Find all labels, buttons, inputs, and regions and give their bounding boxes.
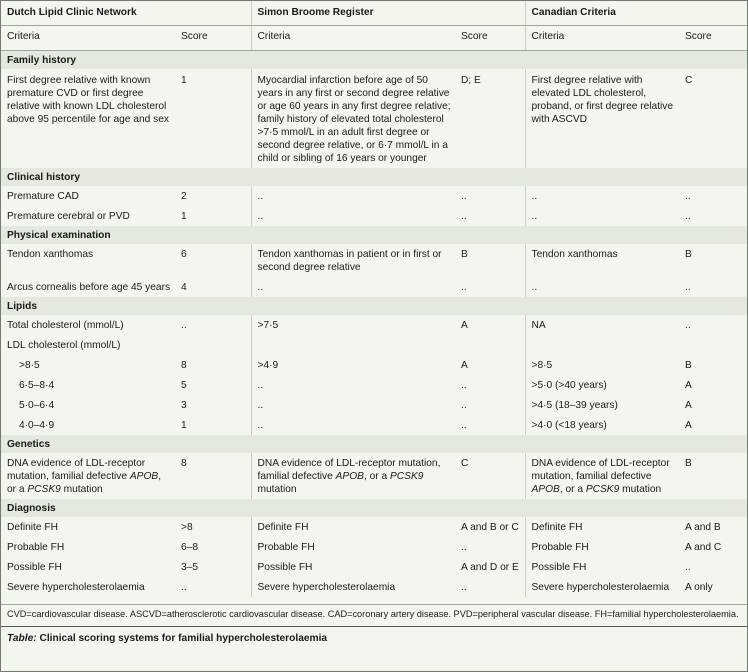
table-cell: Possible FH bbox=[525, 557, 679, 577]
table-cell: Tendon xanthomas bbox=[7, 249, 94, 260]
table-cell: C bbox=[461, 458, 469, 469]
table-cell: .. bbox=[181, 320, 187, 331]
section-title: Lipids bbox=[1, 297, 747, 315]
genetics-text: , or a bbox=[559, 484, 586, 495]
table-cell: .. bbox=[251, 206, 455, 226]
canadian-header: Canadian Criteria bbox=[525, 1, 747, 26]
table-cell: LDL cholesterol (mmol/L) bbox=[7, 340, 121, 351]
table-cell: .. bbox=[525, 186, 679, 206]
section-header bbox=[1, 51, 747, 70]
table-row bbox=[1, 315, 747, 335]
gene-apob: APOB bbox=[335, 471, 364, 482]
table-cell: .. bbox=[461, 282, 467, 293]
table-cell: B bbox=[685, 360, 692, 371]
genetics-text: mutation bbox=[619, 484, 662, 495]
table-cell: .. bbox=[461, 582, 467, 593]
gene-pcsk9: PCSK9 bbox=[585, 484, 620, 495]
table-cell: .. bbox=[685, 191, 691, 202]
table-cell bbox=[251, 335, 455, 355]
table-cell: Premature cerebral or PVD bbox=[7, 211, 130, 222]
genetics-text: , or a bbox=[363, 471, 390, 482]
table-cell: D; E bbox=[461, 75, 481, 86]
table-cell: 8 bbox=[181, 458, 187, 469]
genetics-text: DNA evidence of LDL-receptor mutation, familial defective bbox=[7, 458, 146, 482]
table-cell: .. bbox=[461, 211, 467, 222]
table-cell: Probable FH bbox=[525, 537, 679, 557]
table-cell: Definite FH bbox=[525, 517, 679, 537]
table-row bbox=[1, 69, 747, 168]
table-cell: 8 bbox=[181, 360, 187, 371]
table-cell: A bbox=[461, 360, 468, 371]
table-cell: 1 bbox=[181, 75, 187, 86]
table-cell: 4 bbox=[181, 282, 187, 293]
system-header-row bbox=[1, 1, 747, 26]
table-cell bbox=[679, 335, 747, 355]
table-cell: C bbox=[685, 75, 693, 86]
table-cell: .. bbox=[251, 277, 455, 297]
table-cell: >4·5 (18–39 years) bbox=[525, 395, 679, 415]
table-row bbox=[1, 577, 747, 597]
genetics-text: DNA evidence of LDL-receptor mutation, familial defective bbox=[531, 458, 670, 482]
table-cell: First degree relative with known premature CVD or first degree relative with known LDL cholesterol above 95 percentile for age and sex bbox=[7, 75, 169, 125]
table-row bbox=[1, 355, 747, 375]
table-cell: Myocardial infarction before age of 50 years in any first or second degree relative or age 60 years in any first degree relative; family history of elevated total cholesterol >7·5 mmol/L in an adult first degree or second degree relative, or 6·7 mmol/L in a child or sibling of 16 years or younger bbox=[251, 69, 455, 168]
table-row bbox=[1, 453, 747, 499]
genetics-text: DNA evidence of LDL-receptor mutation, familial defective bbox=[257, 458, 441, 482]
table-cell: Definite FH bbox=[7, 522, 58, 533]
criteria-col-header: Criteria bbox=[1, 26, 175, 51]
table-cell: >4·9 bbox=[251, 355, 455, 375]
dlcn-header: Dutch Lipid Clinic Network bbox=[1, 1, 251, 26]
table-cell: >7·5 bbox=[251, 315, 455, 335]
fh-scoring-table bbox=[1, 1, 747, 597]
table-cell: A only bbox=[685, 582, 713, 593]
table-cell: Probable FH bbox=[7, 542, 65, 553]
table-cell: .. bbox=[461, 380, 467, 391]
section-title: Genetics bbox=[1, 435, 747, 453]
table-cell: Total cholesterol (mmol/L) bbox=[7, 320, 124, 331]
table-cell: Arcus cornealis before age 45 years bbox=[7, 282, 171, 293]
simon-broome-header: Simon Broome Register bbox=[251, 1, 525, 26]
genetics-text: mutation bbox=[60, 484, 103, 495]
table-cell: 3–5 bbox=[181, 562, 198, 573]
section-header bbox=[1, 435, 747, 453]
table-cell: .. bbox=[525, 277, 679, 297]
table-cell: >5·0 (>40 years) bbox=[525, 375, 679, 395]
table-cell: .. bbox=[251, 415, 455, 435]
table-cell: Severe hypercholesterolaemia bbox=[7, 582, 145, 593]
table-cell: Definite FH bbox=[251, 517, 455, 537]
table-cell: A bbox=[685, 420, 692, 431]
table-cell: B bbox=[685, 458, 692, 469]
section-header bbox=[1, 168, 747, 186]
table-cell bbox=[251, 453, 455, 499]
table-row bbox=[1, 517, 747, 537]
table-cell: Probable FH bbox=[251, 537, 455, 557]
table-cell: NA bbox=[525, 315, 679, 335]
table-cell: 3 bbox=[181, 400, 187, 411]
section-title: Physical examination bbox=[1, 226, 747, 244]
table-cell bbox=[175, 335, 251, 355]
table-cell: .. bbox=[181, 582, 187, 593]
score-col-header: Score bbox=[679, 26, 747, 51]
table-cell: 6 bbox=[181, 249, 187, 260]
table-cell: 5 bbox=[181, 380, 187, 391]
table-cell: Possible FH bbox=[7, 562, 62, 573]
table-cell: .. bbox=[685, 282, 691, 293]
footnote: CVD=cardiovascular disease. ASCVD=atherosclerotic cardiovascular disease. CAD=coronary artery disease. PVD=peripheral vascular disease. FH=familial hypercholesterolaemia. bbox=[1, 604, 747, 626]
table-cell: A and D or E bbox=[461, 562, 519, 573]
table-row bbox=[1, 375, 747, 395]
table-cell: .. bbox=[525, 206, 679, 226]
table-cell: Tendon xanthomas in patient or in first or second degree relative bbox=[251, 244, 455, 277]
table-cell: Possible FH bbox=[251, 557, 455, 577]
section-header bbox=[1, 297, 747, 315]
section-header bbox=[1, 226, 747, 244]
table-row bbox=[1, 186, 747, 206]
table-cell: 1 bbox=[181, 211, 187, 222]
table-cell: >8·5 bbox=[525, 355, 679, 375]
table-cell: Tendon xanthomas bbox=[525, 244, 679, 277]
genetics-text: , or a bbox=[7, 471, 162, 495]
table-cell: .. bbox=[461, 420, 467, 431]
table-row bbox=[1, 335, 747, 355]
table-cell: A bbox=[685, 400, 692, 411]
section-title: Family history bbox=[1, 51, 747, 70]
gene-pcsk9: PCSK9 bbox=[390, 471, 424, 482]
table-cell: First degree relative with elevated LDL cholesterol, proband, or first degree relative with ASCVD bbox=[525, 69, 679, 168]
table-cell: A and B or C bbox=[461, 522, 519, 533]
table-cell: >8 bbox=[181, 522, 193, 533]
table-cell: 6·5–8·4 bbox=[19, 380, 55, 391]
table-cell: .. bbox=[251, 375, 455, 395]
table-row bbox=[1, 557, 747, 577]
table-cell: >4·0 (<18 years) bbox=[525, 415, 679, 435]
gene-apob: APOB bbox=[129, 471, 159, 482]
table-cell: .. bbox=[251, 395, 455, 415]
table-cell: .. bbox=[461, 400, 467, 411]
table-cell: B bbox=[685, 249, 692, 260]
criteria-col-header: Criteria bbox=[251, 26, 455, 51]
table-cell: 4·0–4·9 bbox=[19, 420, 55, 431]
table-cell: Premature CAD bbox=[7, 191, 79, 202]
table-cell: A and C bbox=[685, 542, 722, 553]
section-title: Diagnosis bbox=[1, 499, 747, 517]
table-cell: 5·0–6·4 bbox=[19, 400, 55, 411]
score-col-header: Score bbox=[455, 26, 525, 51]
gene-pcsk9: PCSK9 bbox=[27, 484, 61, 495]
table-row bbox=[1, 395, 747, 415]
genetics-text: mutation bbox=[257, 484, 297, 495]
table-cell: 1 bbox=[181, 420, 187, 431]
table-cell: .. bbox=[461, 191, 467, 202]
table-row bbox=[1, 415, 747, 435]
table-row bbox=[1, 244, 747, 277]
table-row bbox=[1, 537, 747, 557]
table-cell: B bbox=[461, 249, 468, 260]
table-cell bbox=[525, 335, 679, 355]
table-footer bbox=[1, 604, 747, 650]
table-row bbox=[1, 206, 747, 226]
criteria-col-header: Criteria bbox=[525, 26, 679, 51]
table-cell: .. bbox=[685, 211, 691, 222]
section-title: Clinical history bbox=[1, 168, 747, 186]
table-cell: .. bbox=[461, 542, 467, 553]
table-cell: 2 bbox=[181, 191, 187, 202]
table-cell: Severe hypercholesterolaemia bbox=[525, 577, 679, 597]
column-subheader-row bbox=[1, 26, 747, 51]
table-cell: .. bbox=[685, 320, 691, 331]
table-cell: A bbox=[461, 320, 468, 331]
table-caption bbox=[1, 626, 747, 650]
table-cell bbox=[525, 453, 679, 499]
table-cell: Severe hypercholesterolaemia bbox=[251, 577, 455, 597]
section-header bbox=[1, 499, 747, 517]
table-cell bbox=[455, 335, 525, 355]
table-cell: .. bbox=[685, 562, 691, 573]
table-cell: A bbox=[685, 380, 692, 391]
table-cell: 6–8 bbox=[181, 542, 198, 553]
gene-apob: APOB bbox=[531, 484, 560, 495]
table-cell: A and B bbox=[685, 522, 721, 533]
caption-label: Table: bbox=[7, 633, 37, 644]
score-col-header: Score bbox=[175, 26, 251, 51]
caption-text: Clinical scoring systems for familial hypercholesterolaemia bbox=[36, 633, 328, 644]
table-cell bbox=[1, 453, 175, 499]
table-cell: >8·5 bbox=[19, 360, 40, 371]
table-row bbox=[1, 277, 747, 297]
table-cell: .. bbox=[251, 186, 455, 206]
